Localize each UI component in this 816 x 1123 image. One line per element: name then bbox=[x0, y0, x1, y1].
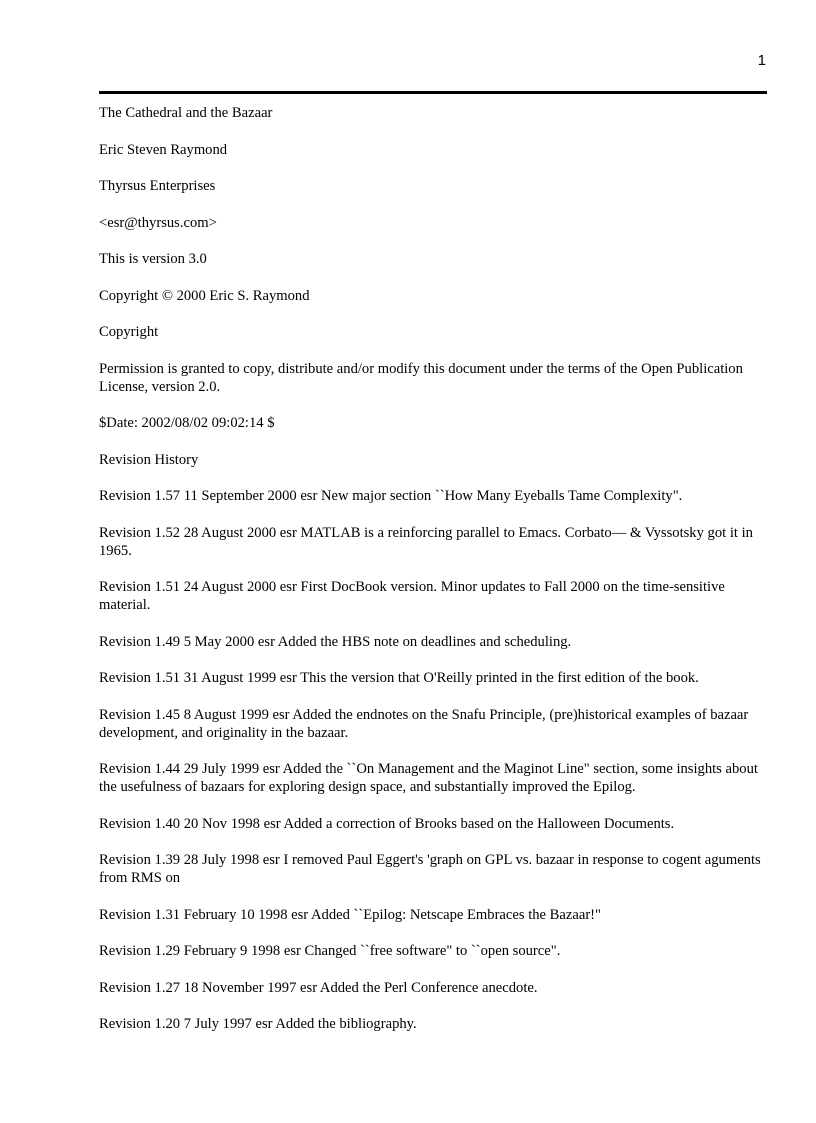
license-text: Permission is granted to copy, distribute and/or modify this document under the terms of the Open Publication License, version 2.0. bbox=[99, 360, 743, 395]
revision-entry: Revision 1.27 18 November 1997 esr Added the Perl Conference anecdote. bbox=[99, 979, 538, 996]
revision-history-heading: Revision History bbox=[99, 451, 199, 468]
revision-entry: Revision 1.29 February 9 1998 esr Changed ``free software" to ``open source". bbox=[99, 943, 561, 959]
author-email: <esr@thyrsus.com> bbox=[99, 214, 217, 231]
author-name: Eric Steven Raymond bbox=[99, 141, 228, 158]
revision-entry: Revision 1.31 February 10 1998 esr Added ``Epilog: Netscape Embraces the Bazaar!" bbox=[99, 906, 601, 923]
revision-entry: Revision 1.39 28 July 1998 esr I removed Paul Eggert's 'graph on GPL vs. bazaar in response to cogent aguments from RMS on bbox=[99, 852, 761, 886]
revision-entry: Revision 1.20 7 July 1997 esr Added the bibliography. bbox=[99, 1016, 417, 1032]
author-affiliation: Thyrsus Enterprises bbox=[99, 178, 216, 194]
copyright-heading: Copyright bbox=[99, 324, 159, 340]
revision-entry: Revision 1.51 31 August 1999 esr This the version that O'Reilly printed in the first edition of the book. bbox=[99, 670, 699, 686]
revision-entry: Revision 1.49 5 May 2000 esr Added the HBS note on deadlines and scheduling. bbox=[99, 633, 572, 650]
header-rule bbox=[99, 91, 767, 94]
copyright-notice: Copyright © 2000 Eric S. Raymond bbox=[99, 287, 310, 304]
revision-entry: Revision 1.40 20 Nov 1998 esr Added a correction of Brooks based on the Halloween Documents. bbox=[99, 815, 675, 832]
version-statement: This is version 3.0 bbox=[99, 251, 207, 267]
revision-entry: Revision 1.51 24 August 2000 esr First DocBook version. Minor updates to Fall 2000 on the time-sensitive material. bbox=[99, 579, 725, 613]
revision-entry: Revision 1.52 28 August 2000 esr MATLAB is a reinforcing parallel to Emacs. Corbato— & Vyssotsky got it in 1965. bbox=[99, 524, 753, 559]
revision-entry: Revision 1.44 29 July 1999 esr Added the ``On Management and the Maginot Line" section, some insights about the usefulness of bazaars for exploring design space, and substantially improved the Epilog. bbox=[99, 761, 758, 795]
document-body bbox=[99, 104, 767, 1052]
document-date: $Date: 2002/08/02 09:02:14 $ bbox=[99, 415, 275, 431]
doc-title: The Cathedral and the Bazaar bbox=[99, 105, 273, 121]
revision-entry: Revision 1.45 8 August 1999 esr Added the endnotes on the Snafu Principle, (pre)historical examples of bazaar development, and originality in the bazaar. bbox=[99, 706, 749, 741]
page-number: 1 bbox=[757, 52, 766, 69]
revision-entry: Revision 1.57 11 September 2000 esr New major section ``How Many Eyeballs Tame Complexity". bbox=[99, 488, 683, 504]
